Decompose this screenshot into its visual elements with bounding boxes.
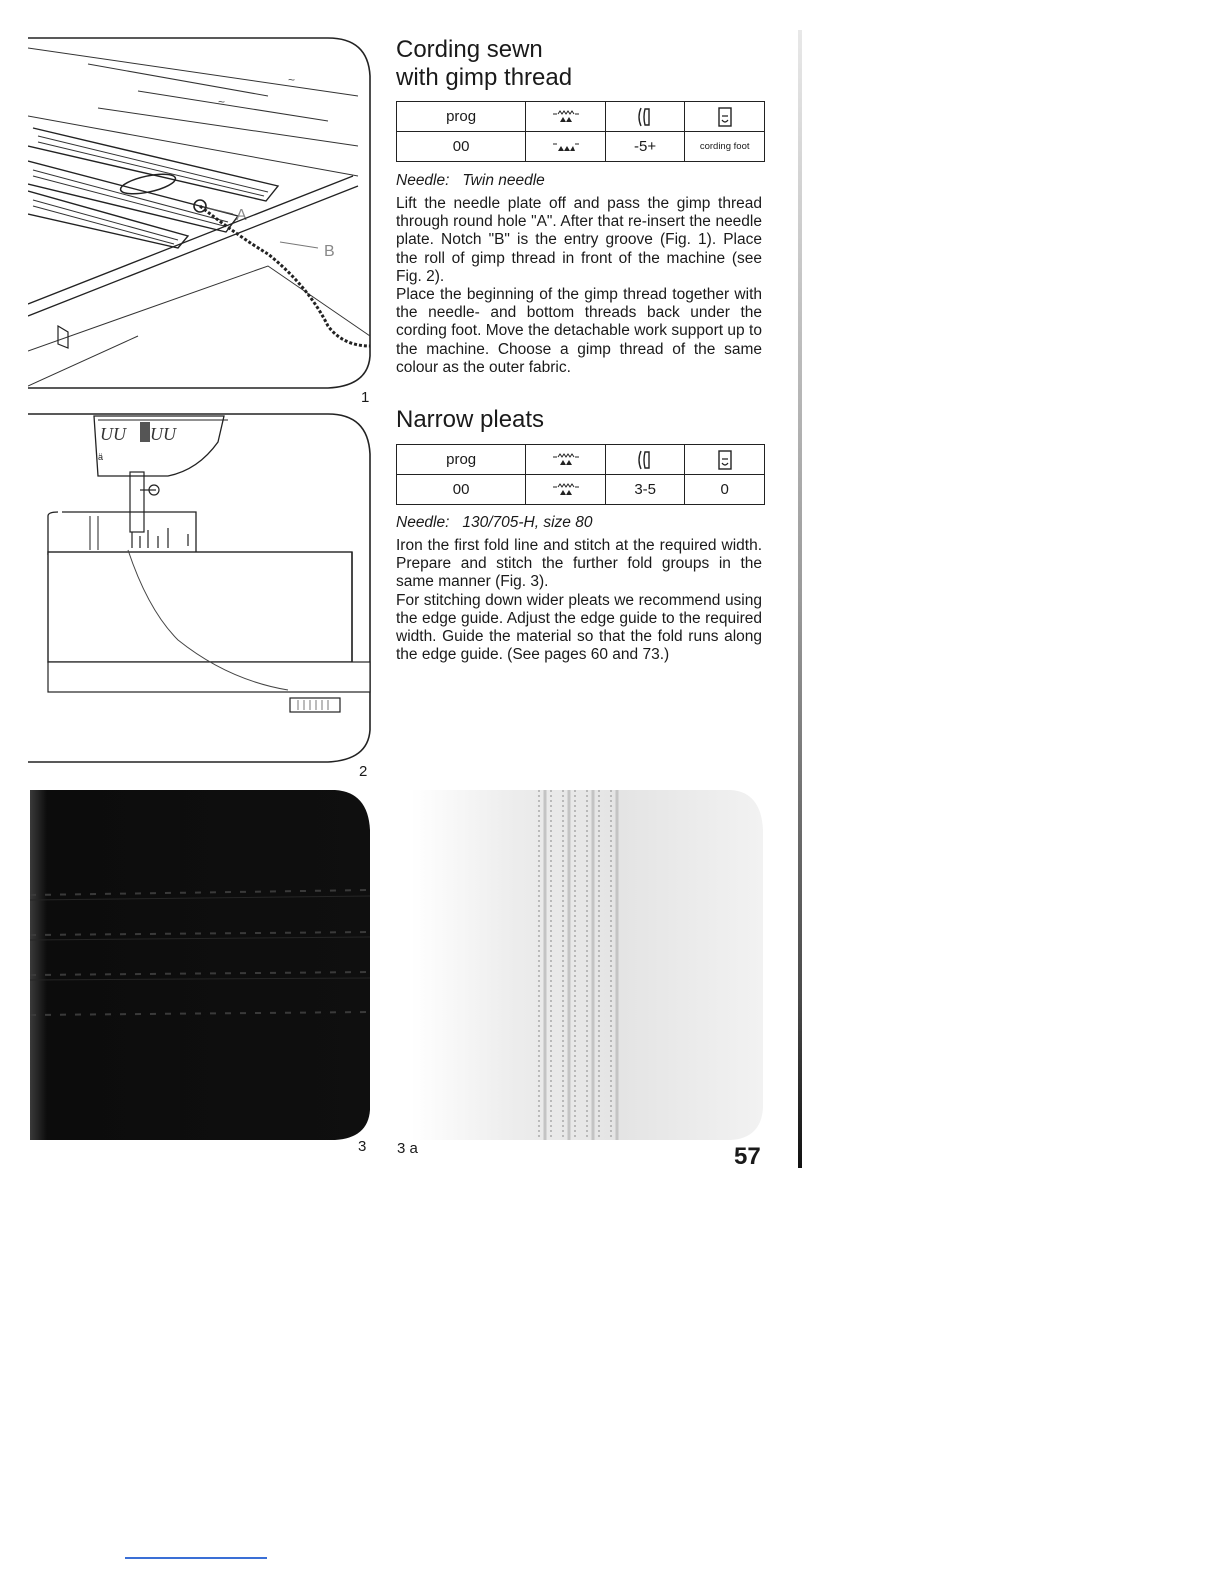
stitch-width-value-cell: -5+: [605, 132, 685, 162]
prog-header-cell: prog: [397, 102, 526, 132]
section-title-cording-line2: with gimp thread: [396, 64, 573, 91]
stitch-width-icon: [605, 102, 685, 132]
presser-foot-value-cell: cording foot: [685, 132, 765, 162]
svg-text:UU: UU: [150, 424, 176, 444]
figure-3-photo: [30, 790, 370, 1140]
cording-instructions: [396, 195, 762, 377]
marker-b: B: [324, 243, 335, 260]
marker-a: A: [236, 207, 247, 224]
presser-foot-icon: [685, 445, 765, 475]
scan-edge-rule: [797, 30, 803, 1168]
figure-1-label: 1: [361, 389, 370, 406]
figure-3a-label: 3 a: [397, 1140, 418, 1157]
figure-2-label: 2: [359, 763, 368, 780]
pleats-settings-table: [396, 444, 765, 505]
pleats-paragraph-2: For stitching down wider pleats we recommend using the edge guide. Adjust the edge guide to the required width. Guide the material so that the fold runs along the edge guide. (See pages 60 and 73.): [396, 591, 762, 664]
needle-value: Twin needle: [462, 172, 545, 189]
cording-paragraph-1: Lift the needle plate off and pass the gimp thread through round hole "A". After that re-insert the needle plate. Notch "B" is the entry groove (Fig. 1). Place the roll of gimp thread in front of the machine (see Fig. 2).: [396, 195, 762, 285]
prog-header-cell: prog: [397, 445, 526, 475]
cording-settings-table: [396, 101, 765, 162]
section-title-narrow-pleats: Narrow pleats: [396, 406, 545, 433]
stitch-width-icon: [605, 445, 685, 475]
zigzag-stitch-icon: [526, 475, 606, 505]
svg-text:~: ~: [288, 73, 296, 87]
needle-line-cording: [396, 172, 545, 190]
cording-paragraph-2: Place the beginning of the gimp thread together with the needle- and bottom threads back under the cording foot. Move the detachable work support up to the machine. Choose a gimp thread of the same colour as the outer fabric.: [396, 286, 762, 376]
figure-3-label: 3: [358, 1138, 367, 1155]
section-title-cording-line1: Cording sewn: [396, 36, 543, 63]
bottom-edge-line: [125, 1557, 267, 1559]
svg-text:~: ~: [218, 95, 226, 109]
page-number: 57: [734, 1143, 761, 1170]
figure-2-sewing-machine: [28, 410, 372, 766]
figure-3a-photo: [411, 790, 763, 1140]
needle-line-pleats: [396, 514, 592, 532]
needle-value: 130/705-H, size 80: [462, 514, 593, 531]
presser-foot-value-cell: 0: [685, 475, 765, 505]
straight-stitch-icon: [526, 132, 606, 162]
stitch-width-value-cell: 3-5: [605, 475, 685, 505]
needle-label: Needle:: [396, 172, 450, 189]
zigzag-stitch-icon: [526, 445, 606, 475]
svg-text:ä: ä: [98, 452, 104, 462]
zigzag-stitch-icon: [526, 102, 606, 132]
svg-text:UU: UU: [100, 424, 126, 444]
prog-value-cell: 00: [397, 132, 526, 162]
needle-label: Needle:: [396, 514, 450, 531]
prog-value-cell: 00: [397, 475, 526, 505]
pleats-instructions: [396, 537, 762, 664]
figure-1-needle-plate: [28, 36, 372, 392]
pleats-paragraph-1: Iron the first fold line and stitch at the required width. Prepare and stitch the further fold groups in the same manner (Fig. 3).: [396, 537, 762, 591]
presser-foot-icon: [685, 102, 765, 132]
